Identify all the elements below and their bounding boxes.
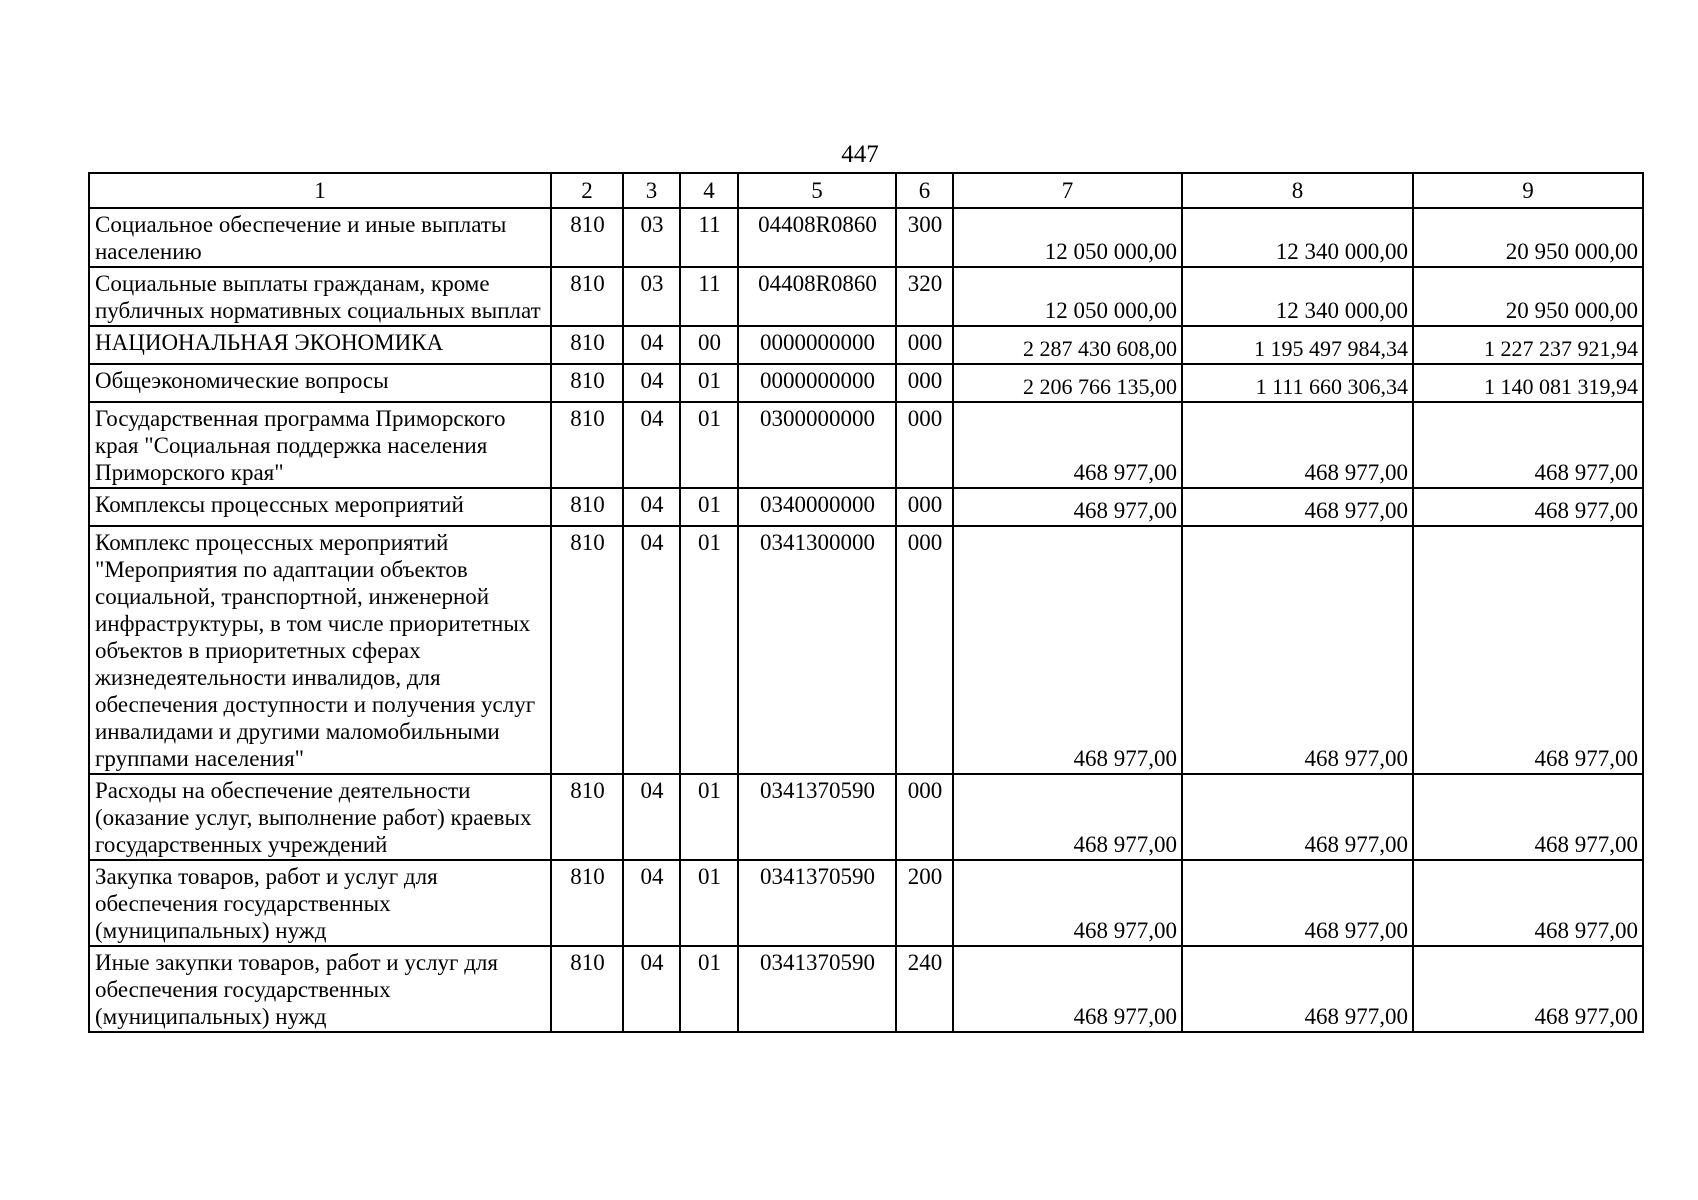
row-amount-7: 468 977,00 — [953, 526, 1182, 774]
page-number: 447 — [841, 141, 879, 168]
row-code-2: 810 — [551, 774, 623, 860]
row-amount-8: 468 977,00 — [1182, 774, 1413, 860]
table-row — [89, 402, 1643, 488]
row-amount-9: 468 977,00 — [1413, 526, 1643, 774]
row-amount-7: 12 050 000,00 — [953, 267, 1182, 326]
column-header: 7 — [953, 173, 1182, 208]
row-name: Иные закупки товаров, работ и услуг для обеспечения государственных (муниципальных) нужд — [89, 946, 551, 1032]
row-code-6: 000 — [896, 774, 953, 860]
row-amount-8: 12 340 000,00 — [1182, 267, 1413, 326]
table-row — [89, 860, 1643, 946]
table-row — [89, 774, 1643, 860]
row-amount-7: 2 287 430 608,00 — [953, 326, 1182, 364]
row-code-3: 04 — [623, 860, 680, 946]
row-code-4: 00 — [680, 326, 738, 364]
table-row — [89, 326, 1643, 364]
row-amount-9: 468 977,00 — [1413, 860, 1643, 946]
row-code-4: 11 — [680, 208, 738, 267]
row-code-5: 0340000000 — [738, 488, 896, 526]
row-amount-7: 468 977,00 — [953, 860, 1182, 946]
row-code-2: 810 — [551, 326, 623, 364]
row-code-3: 04 — [623, 402, 680, 488]
row-code-5: 0341370590 — [738, 774, 896, 860]
row-amount-9: 468 977,00 — [1413, 402, 1643, 488]
row-name: Расходы на обеспечение деятельности (оказание услуг, выполнение работ) краевых государственных учреждений — [89, 774, 551, 860]
row-code-3: 04 — [623, 774, 680, 860]
row-name: Социальное обеспечение и иные выплаты населению — [89, 208, 551, 267]
row-code-6: 000 — [896, 326, 953, 364]
row-name: НАЦИОНАЛЬНАЯ ЭКОНОМИКА — [89, 326, 551, 364]
row-amount-8: 1 195 497 984,34 — [1182, 326, 1413, 364]
row-code-2: 810 — [551, 526, 623, 774]
row-amount-7: 468 977,00 — [953, 774, 1182, 860]
column-header: 3 — [623, 173, 680, 208]
column-header: 4 — [680, 173, 738, 208]
row-code-3: 04 — [623, 488, 680, 526]
row-amount-9: 20 950 000,00 — [1413, 267, 1643, 326]
row-code-2: 810 — [551, 946, 623, 1032]
row-code-4: 01 — [680, 774, 738, 860]
row-code-3: 03 — [623, 267, 680, 326]
row-code-4: 11 — [680, 267, 738, 326]
row-code-3: 03 — [623, 208, 680, 267]
row-code-5: 04408R0860 — [738, 267, 896, 326]
row-code-2: 810 — [551, 488, 623, 526]
row-code-5: 0300000000 — [738, 402, 896, 488]
row-code-5: 04408R0860 — [738, 208, 896, 267]
row-code-3: 04 — [623, 326, 680, 364]
header-row — [89, 173, 1643, 208]
table-row — [89, 364, 1643, 402]
row-name: Государственная программа Приморского края "Социальная поддержка населения Приморского края" — [89, 402, 551, 488]
row-code-6: 240 — [896, 946, 953, 1032]
row-amount-8: 1 111 660 306,34 — [1182, 364, 1413, 402]
row-amount-9: 1 140 081 319,94 — [1413, 364, 1643, 402]
row-code-3: 04 — [623, 946, 680, 1032]
row-code-4: 01 — [680, 488, 738, 526]
row-amount-9: 468 977,00 — [1413, 774, 1643, 860]
column-header: 2 — [551, 173, 623, 208]
row-amount-8: 468 977,00 — [1182, 488, 1413, 526]
row-code-4: 01 — [680, 860, 738, 946]
table-row — [89, 526, 1643, 774]
row-code-5: 0000000000 — [738, 364, 896, 402]
row-code-6: 000 — [896, 526, 953, 774]
row-code-4: 01 — [680, 364, 738, 402]
row-amount-7: 468 977,00 — [953, 946, 1182, 1032]
row-code-4: 01 — [680, 526, 738, 774]
budget-table — [88, 172, 1644, 1033]
row-name: Общеэкономические вопросы — [89, 364, 551, 402]
row-code-5: 0000000000 — [738, 326, 896, 364]
row-amount-7: 468 977,00 — [953, 488, 1182, 526]
table-row — [89, 267, 1643, 326]
row-amount-7: 468 977,00 — [953, 402, 1182, 488]
row-code-4: 01 — [680, 946, 738, 1032]
row-name: Комплекс процессных мероприятий "Мероприятия по адаптации объектов социальной, транспортной, инженерной инфраструктуры, в том числе приоритетных объектов в приоритетных сферах жизнедеятельности инвалидов, для обеспечения доступности и получения услуг инвалидами и другими маломобильными группами населения" — [89, 526, 551, 774]
column-header: 8 — [1182, 173, 1413, 208]
column-header: 5 — [738, 173, 896, 208]
row-name: Социальные выплаты гражданам, кроме публичных нормативных социальных выплат — [89, 267, 551, 326]
row-code-2: 810 — [551, 402, 623, 488]
row-code-3: 04 — [623, 364, 680, 402]
row-code-6: 200 — [896, 860, 953, 946]
row-amount-7: 2 206 766 135,00 — [953, 364, 1182, 402]
row-code-3: 04 — [623, 526, 680, 774]
row-code-2: 810 — [551, 267, 623, 326]
row-amount-9: 20 950 000,00 — [1413, 208, 1643, 267]
table-row — [89, 946, 1643, 1032]
row-amount-8: 468 977,00 — [1182, 402, 1413, 488]
row-code-6: 300 — [896, 208, 953, 267]
row-amount-8: 468 977,00 — [1182, 526, 1413, 774]
row-code-5: 0341370590 — [738, 860, 896, 946]
row-name: Закупка товаров, работ и услуг для обеспечения государственных (муниципальных) нужд — [89, 860, 551, 946]
row-code-4: 01 — [680, 402, 738, 488]
row-code-6: 320 — [896, 267, 953, 326]
row-code-6: 000 — [896, 364, 953, 402]
row-amount-9: 1 227 237 921,94 — [1413, 326, 1643, 364]
row-amount-8: 12 340 000,00 — [1182, 208, 1413, 267]
row-code-6: 000 — [896, 488, 953, 526]
row-amount-8: 468 977,00 — [1182, 860, 1413, 946]
row-code-2: 810 — [551, 364, 623, 402]
row-code-6: 000 — [896, 402, 953, 488]
row-amount-9: 468 977,00 — [1413, 946, 1643, 1032]
column-header: 6 — [896, 173, 953, 208]
table-row — [89, 208, 1643, 267]
row-amount-8: 468 977,00 — [1182, 946, 1413, 1032]
table-row — [89, 488, 1643, 526]
row-name: Комплексы процессных мероприятий — [89, 488, 551, 526]
row-code-5: 0341300000 — [738, 526, 896, 774]
row-amount-7: 12 050 000,00 — [953, 208, 1182, 267]
row-code-2: 810 — [551, 208, 623, 267]
row-code-5: 0341370590 — [738, 946, 896, 1032]
column-header: 1 — [89, 173, 551, 208]
row-code-2: 810 — [551, 860, 623, 946]
row-amount-9: 468 977,00 — [1413, 488, 1643, 526]
column-header: 9 — [1413, 173, 1643, 208]
